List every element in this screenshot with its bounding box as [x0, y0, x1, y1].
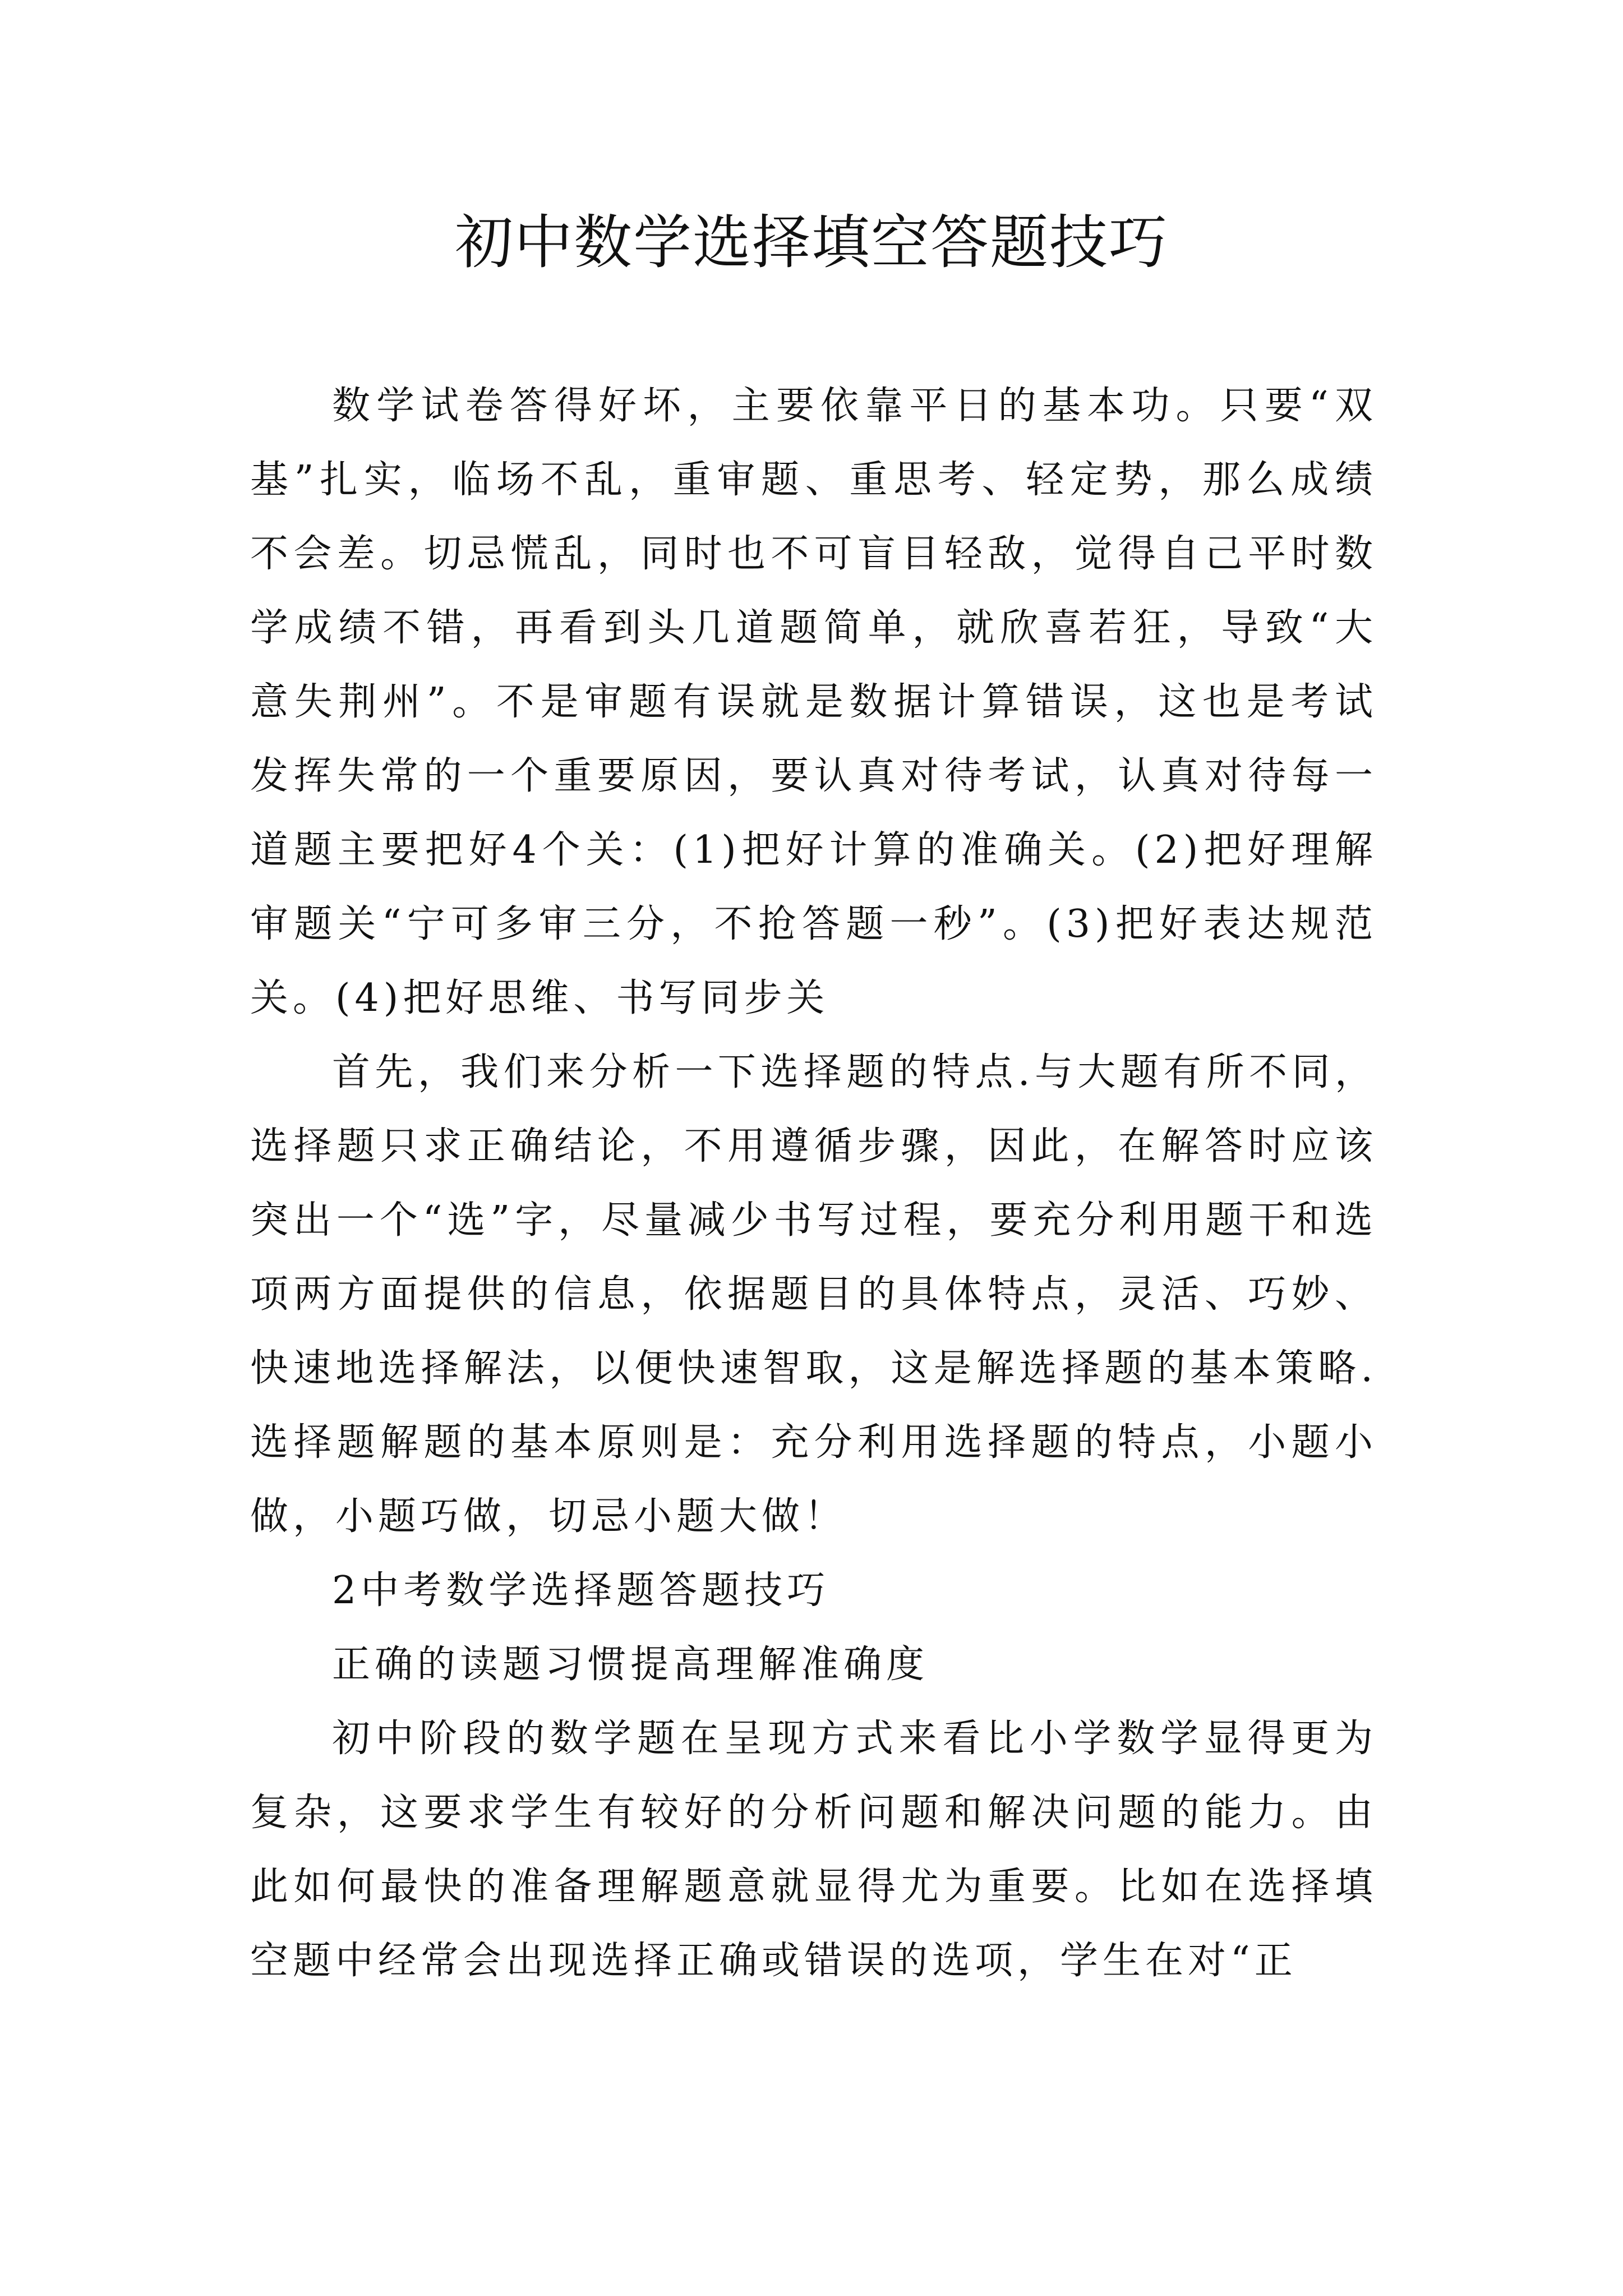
sub-heading: 正确的读题习惯提高理解准确度: [332, 1642, 929, 1687]
paragraph-reading-habits: 初中阶段的数学题在呈现方式来看比小学数学显得更为复杂，这要求学生有较好的分析问题和解决问题的能力。由此如何最快的准备理解题意就显得尤为重要。比如在选择填空题中经常会出现选择正确或错误的选项，学生在对“正: [250, 1717, 1377, 1983]
paragraph-intro: 数学试卷答得好坏，主要依靠平日的基本功。只要“双基”扎实，临场不乱，重审题、重思考、轻定势，那么成绩不会差。切忌慌乱，同时也不可盲目轻敌，觉得自己平时数学成绩不错，再看到头几道题简单，就欣喜若狂，导致“大意失荆州”。不是审题有误就是数据计算错误，这也是考试发挥失常的一个重要原因，要认真对待考试，认真对待每一道题主要把好4个关：(1)把好计算的准确关。(2)把好理解审题关“宁可多审三分，不抢答题一秒”。(3)把好表达规范关。(4)把好思维、书写同步关: [250, 384, 1377, 1020]
document-title: 初中数学选择填空答题技巧: [454, 208, 1168, 277]
section-heading: 2中考数学选择题答题技巧: [332, 1568, 830, 1613]
document-body: [250, 369, 1377, 1998]
paragraph-choice-features: 首先，我们来分析一下选择题的特点.与大题有所不同，选择题只求正确结论，不用遵循步骤，因此，在解答时应该突出一个“选”字，尽量减少书写过程，要充分利用题干和选项两方面提供的信息，依据题目的具体特点，灵活、巧妙、快速地选择解法，以便快速智取，这是解选择题的基本策略.选择题解题的基本原则是：充分利用选择题的特点，小题小做，小题巧做，切忌小题大做！: [250, 1050, 1377, 1539]
